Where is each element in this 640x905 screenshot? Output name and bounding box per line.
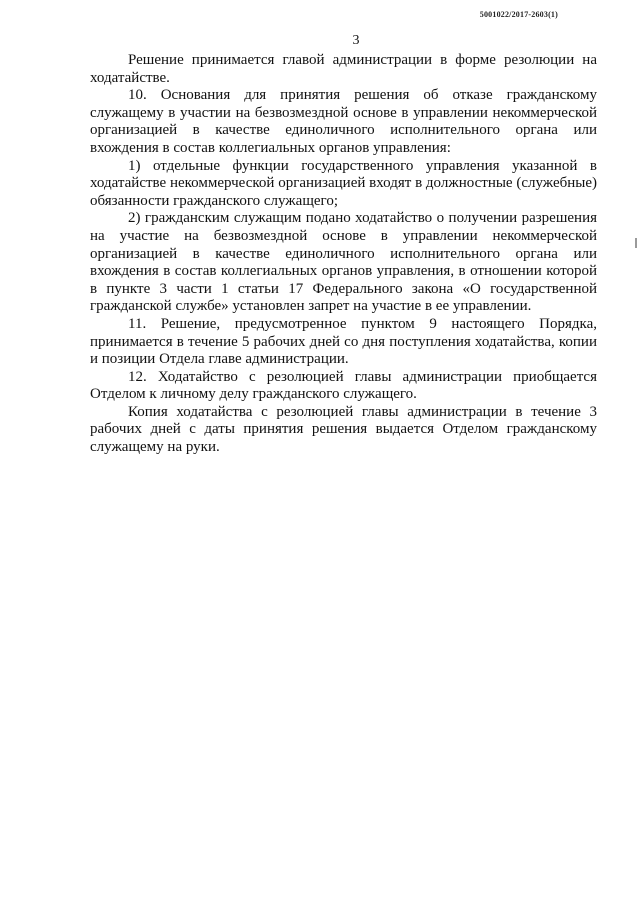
- document-body: [90, 52, 597, 457]
- paragraph-subitem-1-functions: 1) отдельные функции государственного управления указанной в ходатайстве некоммерческой организацией входят в должностные (служебные) обязанности гражданского служащего;: [90, 157, 597, 209]
- paragraph-item-12-attachment: 12. Ходатайство с резолюцией главы администрации приобщается Отделом к личному делу гражданского служащего.: [90, 368, 597, 403]
- document-id: 5001022/2017-2603(1): [479, 10, 558, 19]
- paragraph-item-11-decision-term: 11. Решение, предусмотренное пунктом 9 настоящего Порядка, принимается в течение 5 рабочих дней со дня поступления ходатайства, копии и позиции Отдела главе администрации.: [90, 315, 597, 368]
- paragraph-copy-issued: Копия ходатайства с резолюцией главы администрации в течение 3 рабочих дней с даты принятия решения выдается Отделом гражданскому служащему на руки.: [90, 403, 597, 456]
- scan-artifact-mark: [635, 238, 637, 248]
- paragraph-subitem-2-prohibition: 2) гражданским служащим подано ходатайство о получении разрешения на участие на безвозмездной основе в управлении некоммерческой организацией в качестве единоличного исполнительного органа или вхождения в состав коллегиальных органов управления, в отношении которой в пункте 3 части 1 статьи 17 Федерального закона «О государственной гражданской службе» установлен запрет на участие в ее управлении.: [90, 210, 597, 315]
- page-number: 3: [352, 33, 360, 48]
- paragraph-decision-form: Решение принимается главой администрации в форме резолюции на ходатайстве.: [90, 52, 597, 86]
- paragraph-item-10-refusal-grounds: 10. Основания для принятия решения об отказе гражданскому служащему в участии на безвозмездной основе в управлении некоммерческой организацией в качестве единоличного исполнительного органа или вхождения в состав коллегиальных органов управления:: [90, 87, 597, 156]
